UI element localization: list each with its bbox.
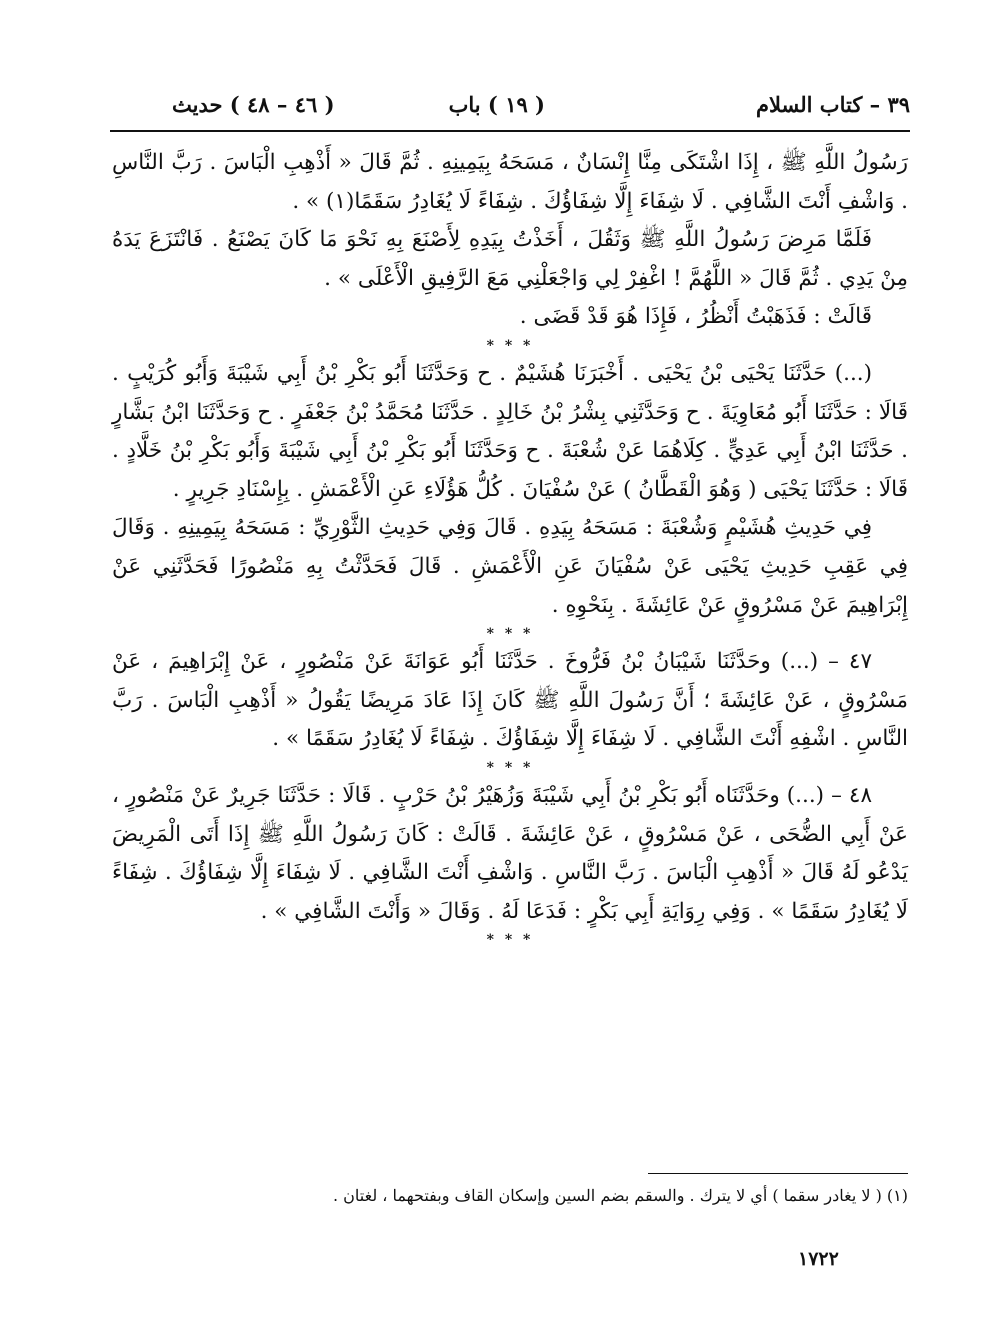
section-separator: * * * (486, 759, 534, 776)
section-separator: * * * (486, 337, 534, 354)
paragraph: فِي حَدِيثِ هُشَيْمٍ وَشُعْبَةَ : مَسَحَهُ بِيَدِهِ . قَالَ وَفِي حَدِيثِ الثَّوْرِيِّ : مَسَحَهُ بِيَمِينِهِ . وَقَالَ فِي عَقِبِ حَدِيثِ يَحْيَى عَنْ سُفْيَانَ عَنِ الْأَعْمَشِ . قَالَ فَحَدَّثْتُ بِهِ مَنْصُورًا فَحَدَّثَنِي عَنْ إِبْرَاهِيمَ عَنْ مَسْرُوقٍ عَنْ عَائِشَةَ . بِنَحْوِهِ . (112, 515, 908, 618)
section-separator: * * * (486, 932, 534, 949)
header-rule (110, 130, 910, 132)
main-text (112, 144, 908, 949)
book-title: ٣٩ – كتاب السلام (756, 92, 910, 117)
paragraph: رَسُولُ اللَّهِ ﷺ ، إِذَا اشْتَكَى مِنَّا إِنْسَانٌ ، مَسَحَهُ بِيَمِينِهِ . ثُمَّ قَالَ « أَذْهِبِ الْبَاسَ . رَبَّ النَّاسِ . وَاشْفِ أَنْتَ الشَّافِي . لَا شِفَاءَ إِلَّا شِفَاؤُكَ . شِفَاءً لَا يُغَادِرُ سَقَمًا(١) » . (112, 150, 908, 214)
footnote: (١) ( لا يغادر سقما ) أي لا يترك . والسقم بضم السين وإسكان القاف وبفتحهما ، لغتان . (332, 1186, 908, 1205)
section-separator: * * * (486, 626, 534, 643)
hadith-range: ( ٤٦ – ٤٨ ) حديث (172, 92, 335, 117)
running-header (110, 92, 910, 126)
footnote-rule (648, 1173, 908, 1174)
paragraph: فَلَمَّا مَرِضَ رَسُولُ اللَّهِ ﷺ وَثَقُلَ ، أَخَذْتُ بِيَدِهِ لِأَصْنَعَ بِهِ نَحْوَ مَا كَانَ يَصْنَعُ . فَانْتَزَعَ يَدَهُ مِنْ يَدِي . ثُمَّ قَالَ « اللَّهُمَّ ! اغْفِرْ لِي وَاجْعَلْنِي مَعَ الرَّفِيقِ الْأَعْلَى » . (112, 227, 908, 291)
hadith-48: ٤٨ – (...) وحَدَّثَنَاه أَبُو بَكْرِ بْنُ أَبِي شَيْبَةَ وَزُهَيْرُ بْنُ حَرْبٍ . قَالَا : حَدَّثَنَا جَرِيرٌ عَنْ مَنْصُورٍ ، عَنْ أَبِي الضُّحَى ، عَنْ مَسْرُوقٍ ، عَنْ عَائِشَةَ . قَالَتْ : كَانَ رَسُولُ اللَّهِ ﷺ إِذَا أَتَى الْمَرِيضَ يَدْعُو لَهُ قَالَ « أَذْهِبِ الْبَاسَ . رَبَّ النَّاسِ . وَاشْفِ أَنْتَ الشَّافِي . لَا شِفَاءَ إِلَّا شِفَاؤُكَ . شِفَاءً لَا يُغَادِرُ سَقَمًا » . وَفِي رِوَايَةِ أَبِي بَكْرٍ : فَدَعَا لَهُ . وَقَالَ « وَأَنْتَ الشَّافِي » . (112, 782, 908, 924)
paragraph: قَالَتْ : فَذَهَبْتُ أَنْظُرُ ، فَإِذَا هُوَ قَدْ قَضَى . (519, 304, 872, 330)
chapter-label: ( ١٩ ) باب (448, 92, 545, 117)
paragraph: (...) حَدَّثَنَا يَحْيَى بْنُ يَحْيَى . أَخْبَرَنَا هُشَيْمٌ . ح وَحَدَّثَنَا أَبُو بَكْرِ بْنُ أَبِي شَيْبَةَ وَأَبُو كُرَيْبٍ . قَالَا : حَدَّثَنَا أَبُو مُعَاوِيَةَ . ح وَحَدَّثَنِي بِشْرُ بْنُ خَالِدٍ . حَدَّثَنَا مُحَمَّدُ بْنُ جَعْفَرٍ . ح وَحَدَّثَنَا ابْنُ بَشَّارٍ . حَدَّثَنَا ابْنُ أَبِي عَدِيٍّ . كِلَاهُمَا عَنْ شُعْبَةَ . ح وَحَدَّثَنَا أَبُو بَكْرِ بْنُ أَبِي شَيْبَةَ وَأَبُو بَكْرِ بْنُ خَلَّادٍ . قَالَا : حَدَّثَنَا يَحْيَى ( وَهُوَ الْقَطَّانُ ) عَنْ سُفْيَانَ . كُلُّ هَؤُلَاءِ عَنِ الْأَعْمَشِ . بِإِسْنَادِ جَرِيرٍ . (112, 360, 908, 502)
hadith-47: ٤٧ – (...) وحَدَّثَنَا شَيْبَانُ بْنُ فَرُّوخَ . حَدَّثَنَا أَبُو عَوَانَةَ عَنْ مَنْصُورٍ ، عَنْ إِبْرَاهِيمَ ، عَنْ مَسْرُوقٍ ، عَنْ عَائِشَةَ ؛ أَنَّ رَسُولَ اللَّهِ ﷺ كَانَ إِذَا عَادَ مَرِيضًا يَقُولُ « أَذْهِبِ الْبَاسَ . رَبَّ النَّاسِ . اشْفِهِ أَنْتَ الشَّافِي . لَا شِفَاءَ إِلَّا شِفَاؤُكَ . شِفَاءً لَا يُغَادِرُ سَقَمًا » . (112, 649, 908, 752)
page-number: ١٧٢٢ (798, 1248, 839, 1270)
